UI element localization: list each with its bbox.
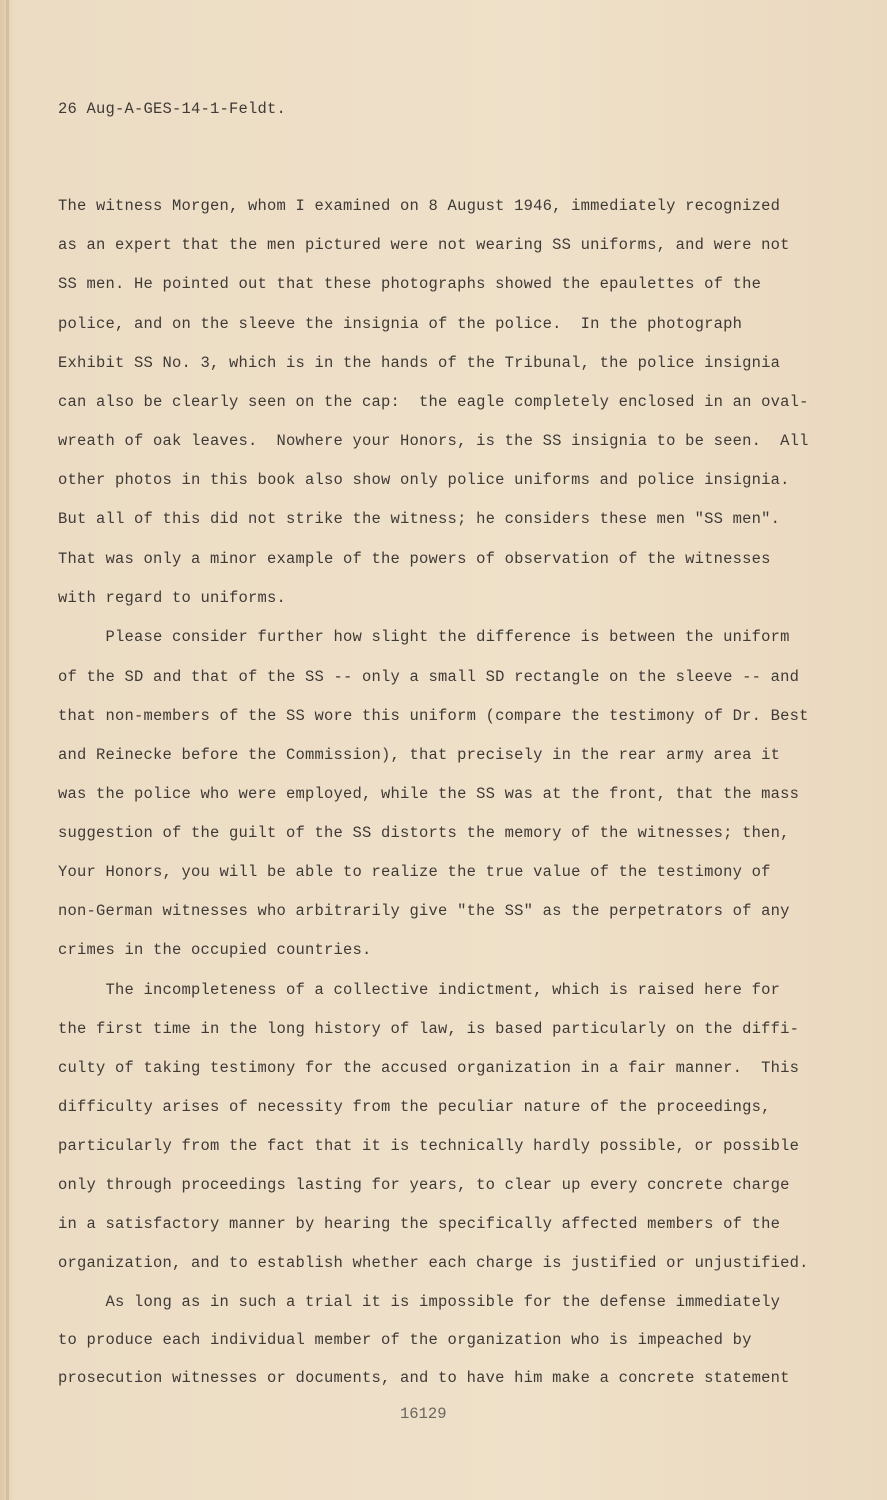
- text-line: other photos in this book also show only police uniforms and police insignia.: [58, 471, 790, 489]
- text-line: as an expert that the men pictured were not wearing SS uniforms, and were not: [58, 236, 790, 254]
- text-line: crimes in the occupied countries.: [58, 941, 372, 959]
- text-line: As long as in such a trial it is impossible for the defense immediately: [58, 1293, 781, 1311]
- text-line: The incompleteness of a collective indictment, which is raised here for: [58, 981, 781, 999]
- text-line: Your Honors, you will be able to realize the true value of the testimony of: [58, 863, 771, 881]
- text-line: of the SD and that of the SS -- only a small SD rectangle on the sleeve -- and: [58, 668, 800, 686]
- text-line: prosecution witnesses or documents, and to have him make a concrete statement: [58, 1369, 790, 1387]
- text-line: organization, and to establish whether each charge is justified or unjustified.: [58, 1254, 809, 1272]
- text-line: But all of this did not strike the witness; he considers these men "SS men".: [58, 510, 781, 528]
- text-line: was the police who were employed, while the SS was at the front, that the mass: [58, 785, 800, 803]
- text-line: only through proceedings lasting for years, to clear up every concrete charge: [58, 1176, 790, 1194]
- document-reference: 26 Aug-A-GES-14-1-Feldt.: [58, 100, 287, 118]
- text-line: can also be clearly seen on the cap: the eagle completely enclosed in an oval-: [58, 393, 809, 411]
- text-line: Please consider further how slight the difference is between the uniform: [58, 628, 790, 646]
- text-line: the first time in the long history of law, is based particularly on the diffi-: [58, 1020, 800, 1038]
- text-line: wreath of oak leaves. Nowhere your Honors, is the SS insignia to be seen. All: [58, 432, 809, 450]
- text-line: difficulty arises of necessity from the peculiar nature of the proceedings,: [58, 1098, 771, 1116]
- text-line: That was only a minor example of the powers of observation of the witnesses: [58, 550, 771, 568]
- page-number: 16129: [400, 1405, 447, 1423]
- text-line: with regard to uniforms.: [58, 589, 287, 607]
- text-line: Exhibit SS No. 3, which is in the hands of the Tribunal, the police insignia: [58, 354, 781, 372]
- text-line: to produce each individual member of the organization who is impeached by: [58, 1331, 752, 1349]
- text-line: and Reinecke before the Commission), that precisely in the rear army area it: [58, 746, 781, 764]
- text-line: culty of taking testimony for the accused organization in a fair manner. This: [58, 1059, 800, 1077]
- text-line: particularly from the fact that it is technically hardly possible, or possible: [58, 1137, 800, 1155]
- text-line: SS men. He pointed out that these photographs showed the epaulettes of the: [58, 275, 762, 293]
- text-line: police, and on the sleeve the insignia of the police. In the photograph: [58, 315, 743, 333]
- text-line: in a satisfactory manner by hearing the specifically affected members of the: [58, 1215, 781, 1233]
- text-line: The witness Morgen, whom I examined on 8 August 1946, immediately recognized: [58, 197, 781, 215]
- text-line: suggestion of the guilt of the SS distorts the memory of the witnesses; then,: [58, 824, 790, 842]
- text-line: that non-members of the SS wore this uniform (compare the testimony of Dr. Best: [58, 707, 809, 725]
- text-line: non-German witnesses who arbitrarily give "the SS" as the perpetrators of any: [58, 902, 790, 920]
